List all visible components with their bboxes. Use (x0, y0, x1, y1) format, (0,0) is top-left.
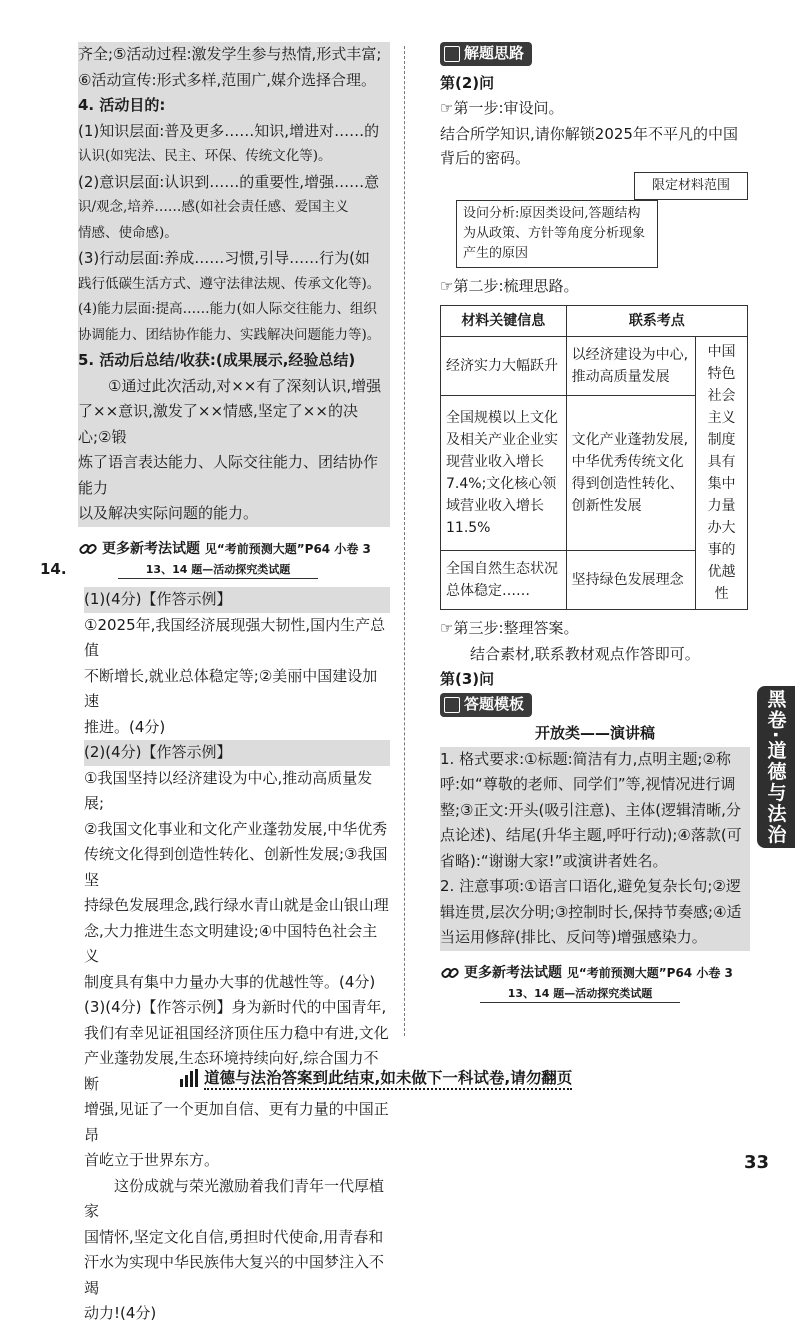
more-title: 更多新考法试题 (102, 540, 200, 557)
table-cell: 以经济建设为中心,推动高质量发展 (566, 337, 696, 396)
text-line: ⑥活动宣传:形式多样,范围广,媒介选择合理。 (78, 70, 377, 89)
hand-pointer-icon: ☞ (440, 619, 454, 637)
step-text: 第一步:审设问。 (453, 99, 564, 117)
answer-heading: (2)(4分)【作答示例】 (84, 740, 390, 766)
text-line: 省略):“谢谢大家!”或演讲者姓名。 (440, 851, 668, 870)
text-line: 2. 注意事项:①语言口语化,避免复杂长句;②逻 (440, 877, 741, 895)
text-line: 不断增长,就业总体稳定等;②美丽中国建设加速 (84, 666, 378, 710)
activity-objectives-block (78, 42, 390, 527)
table-cell: 全国自然生态状况总体稳定…… (441, 551, 567, 610)
text-line: 产业蓬勃发展,生态环境持续向好,综合国力不断 (84, 1049, 379, 1093)
pencil-note-icon (444, 46, 460, 62)
text-line: 动力!(4分) (84, 1304, 157, 1322)
link-icon (78, 539, 98, 559)
hand-pointer-icon: ☞ (440, 99, 454, 117)
text-line: 识/观念,培养……感(如社会责任感、爱国主义 (78, 199, 349, 215)
text-line: 情感、使命感)。 (78, 224, 178, 241)
table-cell: 经济实力大幅跃升 (441, 337, 567, 396)
text-line: ①通过此次活动,对××有了深刻认识,增强 (108, 376, 382, 395)
text-line: ②我国文化事业和文化产业蓬勃发展,中华优秀 (84, 819, 388, 838)
page-number: 33 (744, 1152, 770, 1173)
column-divider (404, 46, 405, 1036)
step-3 (440, 616, 750, 642)
text-line: (4)能力层面:提高……能力(如人际交往能力、组织 (78, 301, 377, 317)
left-column (78, 42, 390, 1327)
table-row (441, 337, 748, 396)
badge-label: 答题模板 (464, 694, 525, 713)
annotation-area (440, 170, 750, 274)
q3-label: 第(3)问 (440, 670, 495, 688)
signal-bars-icon (180, 1069, 198, 1087)
step-text: 第三步:整理答案。 (453, 619, 579, 637)
analysis-note: 设问分析:原因类设问,答题结构为从政策、方针等角度分析现象产生的原因 (456, 200, 658, 268)
text-line: 践行低碳生活方式、遵守法律法规、传承文化等)。 (78, 275, 381, 292)
more-sub: 13、14 题—活动探究类试题 (480, 986, 680, 1003)
text-line: 国情怀,坚定文化自信,勇担时代使命,用青春和 (84, 1227, 384, 1246)
more-questions-note (78, 537, 390, 563)
text-line: 辑连贯,层次分明;③控制时长,保持节奏感;④适 (440, 902, 742, 921)
template-badge (440, 693, 532, 717)
text-line: 点论述)、结尾(升华主题,呼吁行动);④落款(可 (440, 826, 742, 844)
step-text: 第二步:梳理思路。 (453, 276, 579, 295)
scope-note: 限定材料范围 (634, 172, 748, 200)
more-title: 更多新考法试题 (464, 964, 562, 981)
text-line: 以及解决实际问题的能力。 (78, 504, 259, 522)
text-line: 这份成就与荣光激励着我们青年一代厚植家 (84, 1176, 385, 1220)
text-line: 整;③正文:开头(吸引注意)、主体(逻辑清晰,分 (440, 800, 741, 819)
section-heading: 5. 活动后总结/收获:(成果展示,经验总结) (78, 351, 356, 369)
text-line: (3)(4分)【作答示例】身为新时代的中国青年, (84, 998, 387, 1016)
end-notice-text: 道德与法治答案到此结束,如未做下一科试卷,请勿翻页 (204, 1066, 572, 1090)
more-sub: 13、14 题—活动探究类试题 (118, 562, 318, 579)
template-title: 开放类——演讲稿 (534, 724, 655, 742)
template-block (440, 747, 750, 951)
text-line: ①2025年,我国经济展现强大韧性,国内生产总值 (84, 615, 386, 659)
book-icon (444, 697, 460, 713)
step1-text: 结合所学知识,请你解锁2025年不平凡的中国背后的密码。 (440, 124, 738, 167)
link-icon (440, 963, 460, 983)
text-line: 首屹立于世界东方。 (84, 1151, 220, 1169)
text-line: (1)知识层面:普及更多……知识,增进对……的 (78, 121, 380, 140)
step-2 (440, 274, 750, 300)
text-line: 炼了语言表达能力、人际交往能力、团结协作能力 (78, 453, 379, 497)
question-number: 14. (40, 560, 67, 578)
text-line: 念,大力推进生态文明建设;④中国特色社会主义 (84, 921, 378, 965)
table-cell: 坚持绿色发展理念 (566, 551, 696, 610)
solution-badge (440, 42, 532, 66)
table-cell-merged: 中国特色社会主义制度具有集中力量办大事的优越性 (696, 337, 748, 610)
more-ref: 见“考前预测大题”P64 小卷 3 (204, 541, 371, 556)
text-line: 协调能力、团结协作能力、实践解决问题能力等)。 (78, 326, 381, 343)
text-line: 呼:如“尊敬的老师、同学们”等,视情况进行调 (440, 775, 736, 793)
step3-text: 结合素材,联系教材观点作答即可。 (470, 644, 700, 663)
text-line: ①我国坚持以经济建设为中心,推动高质量发展; (84, 768, 373, 812)
analysis-table (440, 305, 748, 610)
text-line: 了××意识,激发了××情感,坚定了××的决心;②锻 (78, 402, 358, 446)
subject-side-tab: 黑卷·道德与法治 (757, 686, 795, 848)
hand-pointer-icon: ☞ (440, 276, 454, 295)
text-line: 推进。(4分) (84, 717, 166, 736)
text-line: (3)行动层面:养成……习惯,引导……行为(如 (78, 249, 370, 267)
answer-block (78, 587, 390, 1327)
text-line: 1. 格式要求:①标题:简洁有力,点明主题;②称 (440, 749, 731, 768)
text-line: 认识(如宪法、民主、环保、传统文化等)。 (78, 148, 332, 164)
table-header: 联系考点 (566, 306, 747, 337)
right-column (440, 42, 750, 1011)
text-line: 当运用修辞(排比、反问等)增强感染力。 (440, 928, 707, 946)
table-header-row (441, 306, 748, 337)
more-questions-note (440, 961, 750, 987)
text-line: 制度具有集中力量办大事的优越性等。(4分) (84, 972, 376, 991)
badge-label: 解题思路 (464, 44, 525, 63)
text-line: 齐全;⑤活动过程:激发学生参与热情,形式丰富; (78, 45, 382, 63)
q2-label: 第(2)问 (440, 73, 495, 92)
text-line: (2)意识层面:认识到……的重要性,增强……意 (78, 172, 380, 191)
text-line: 我们有幸见证祖国经济顶住压力稳中有进,文化 (84, 1023, 389, 1042)
text-line: 传统文化得到创造性转化、创新性发展;③我国坚 (84, 845, 388, 889)
step-1 (440, 96, 750, 122)
text-line: 持绿色发展理念,践行绿水青山就是金山银山理 (84, 896, 389, 914)
text-line: 汗水为实现中华民族伟大复兴的中国梦注入不竭 (84, 1253, 385, 1297)
more-ref: 见“考前预测大题”P64 小卷 3 (566, 965, 733, 980)
answer-heading: (1)(4分)【作答示例】 (84, 587, 390, 613)
table-cell: 文化产业蓬勃发展,中华优秀传统文化得到创造性转化、创新性发展 (566, 395, 696, 551)
section-heading: 4. 活动目的: (78, 96, 166, 114)
table-header: 材料关键信息 (441, 306, 567, 337)
text-line: 增强,见证了一个更加自信、更有力量的中国正昂 (84, 1100, 389, 1144)
table-cell: 全国规模以上文化及相关产业企业实现营业收入增长7.4%;文化核心领域营业收入增长11.5% (441, 395, 567, 551)
end-notice (180, 1066, 620, 1090)
